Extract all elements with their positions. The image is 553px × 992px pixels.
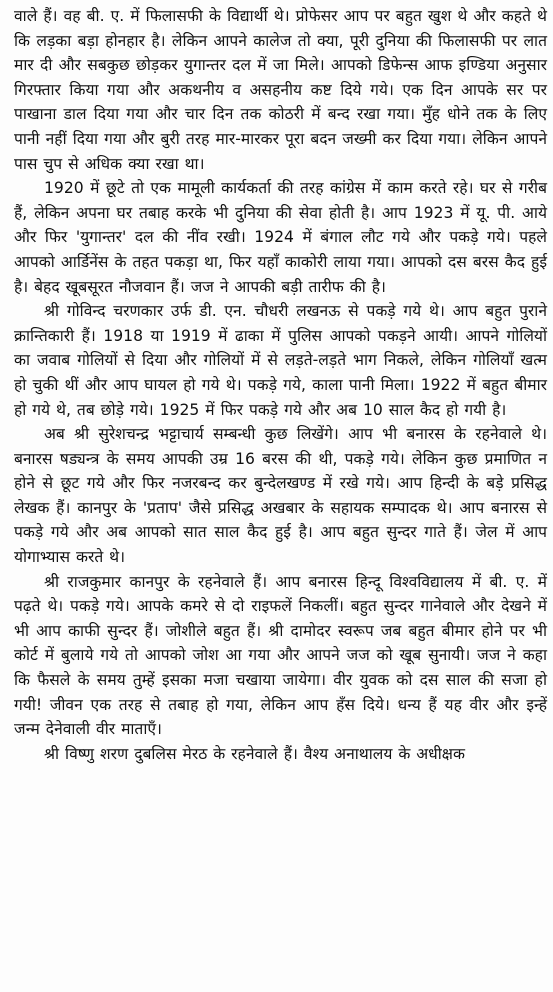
paragraph-govind-charankar: श्री गोविन्द चरणकार उर्फ डी. एन. चौधरी लखनऊ से पकड़े गये थे। आप बहुत पुराने क्रान्तिकारी हैं। 1918 या 1919 में ढाका में पुलिस आपको पकड़ने आयी। आपने गोलियों का जवाब गोलियों से दिया और गोलियों में से लड़ते-लड़ते भाग निकले, लेकिन गोलियाँ खत्म हो चुकी थीं और आप घायल हो गये थे। पकड़े गये, काला पानी मिला। 1922 में बहुत बीमार हो गये थे, तब छोड़े गये। 1925 में फिर पकड़े गये और अब 10 साल कैद हो गयी है। [14,302,547,419]
paragraph-sureshchandra-bhattacharya: अब श्री सुरेशचन्द्र भट्टाचार्य सम्बन्धी कुछ लिखेंगे। आप भी बनारस के रहनेवाले थे। बनारस षड्यन्त्र के समय आपकी उम्र 16 बरस की थी, पकड़े गये। लेकिन कुछ प्रमाणित न होने से छूट गये और फिर नजरबन्द कर बुन्देलखण्ड में रखे गये। आप हिन्दी के बड़े प्रसिद्ध लेखक हैं। कानपुर के 'प्रताप' जैसे प्रसिद्ध अखबार के सहायक सम्पादक थे। आप बनारस से पकड़े गये और अब आपको सात साल कैद हुई है। आप बहुत सुन्दर गाते हैं। जेल में आप योगाभ्यास करते थे। [14,425,547,567]
paragraph-vishnu-sharan-dublis: श्री विष्णु शरण दुबलिस मेरठ के रहनेवाले हैं। वैश्य अनाथालय के अधीक्षक [44,744,465,763]
paragraph-1920-release: 1920 में छूटे तो एक मामूली कार्यकर्ता की तरह कांग्रेस में काम करते रहे। घर से गरीब हैं, लेकिन अपना घर तबाह करके भी दुनिया की सेवा होती है। आप 1923 में यू. पी. आये और फिर 'युगान्तर' दल की नींव रखी। 1924 में बंगाल लौट गये और पकड़े गये। पहले आपको आर्डिनेंस के तहत पकड़ा था, फिर यहाँ काकोरी लाया गया। आपको दस बरस कैद हुई है। बेहद खूबसूरत नौजवान हैं। जज ने आपकी बड़ी तारीफ की है। [14,179,547,296]
paragraph-rajkumar: श्री राजकुमार कानपुर के रहनेवाले हैं। आप बनारस हिन्दू विश्वविद्यालय में बी. ए. में पढ़ते थे। पकड़े गये। आपके कमरे से दो राइफलें निकलीं। बहुत सुन्दर गानेवाले और देखने में भी आप काफी सुन्दर हैं। जोशीले बहुत हैं। श्री दामोदर स्वरूप जब बहुत बीमार होने पर भी कोर्ट में बुलाये गये तो आपको जोश आ गया और आपने जज को खूब सुनायी। जज ने कहा कि फैसले के समय तुम्हें इसका मजा चखाया जायेगा। वीर युवक को दस साल की सजा हो गयी! जीवन एक तरह से तबाह हो गया, लेकिन आप हँस दिये। धन्य हैं यह वीर और इन्हें जन्म देनेवाली वीर माताएँ। [14,572,547,739]
paragraph-continuation-vyakti-parichay: वाले हैं। वह बी. ए. में फिलासफी के विद्यार्थी थे। प्रोफेसर आप पर बहुत खुश थे और कहते थे कि लड़का बड़ा होनहार है। लेकिन आपने कालेज तो क्या, पूरी दुनिया की फिलासफी पर लात मार दी और सबकुछ छोड़कर युगान्तर दल में जा मिले। आपको डिफेन्स आफ इण्डिया अनुसार गिरफ्तार किया गया और अकथनीय व असहनीय कष्ट दिये गये। एक दिन आपके सर पर पाखाना डाल दिया गया और चार दिन तक कोठरी में बन्द रखा गया। मुँह धोने तक के लिए पानी नहीं दिया गया और बुरी तरह मार-मारकर पूरा बदन जख्मी कर दिया गया। लेकिन आपने पास चुप से अधिक क्या रखा था। [14,7,547,173]
